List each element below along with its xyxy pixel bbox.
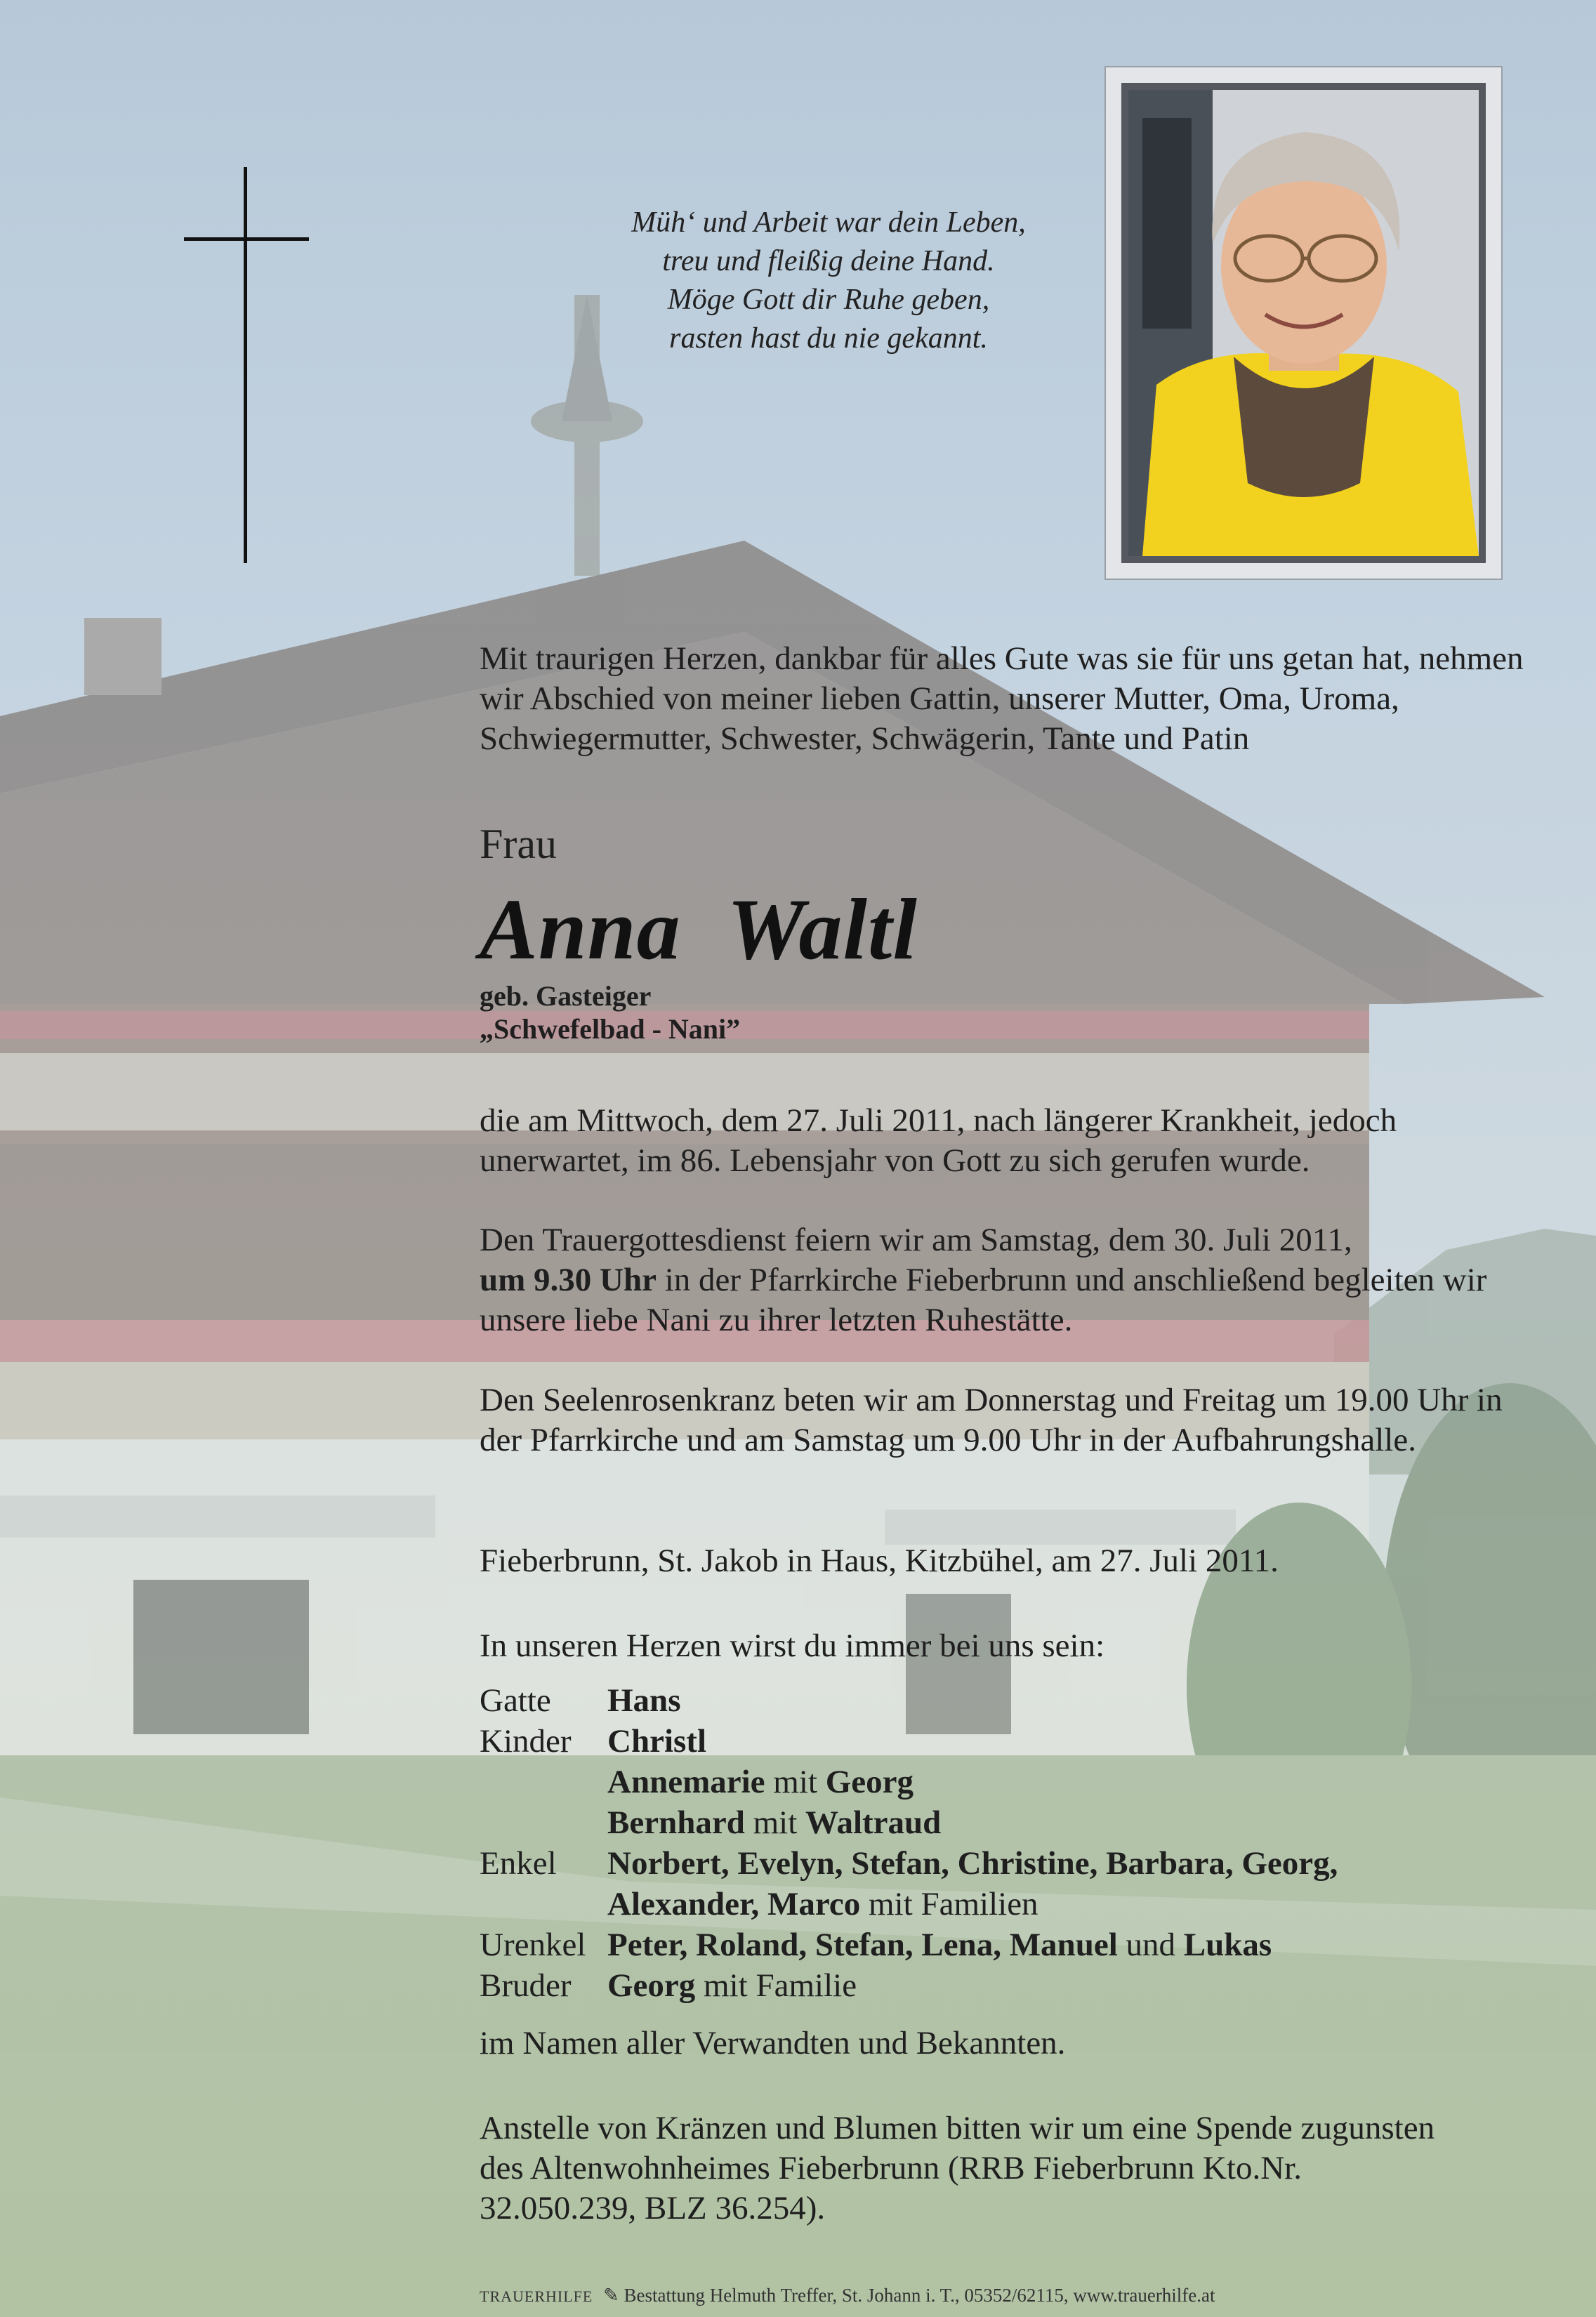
family-member: Peter, Roland, Stefan, Lena, Manuel: [607, 1927, 1118, 1963]
family-member: Hans: [607, 1682, 681, 1719]
funeral-text-start: Den Trauergottesdienst feiern wir am Samstag, dem 30. Juli 2011,: [480, 1222, 1352, 1258]
family-label: Kinder: [480, 1723, 572, 1760]
family-row: [480, 1965, 1338, 2006]
cross-symbol: [184, 167, 309, 563]
poem: [520, 204, 1137, 358]
family-list: [480, 1680, 1338, 2006]
place-date: Fieberbrunn, St. Jakob in Haus, Kitzbühel, am 27. Juli 2011.: [480, 1543, 1279, 1579]
hearts-line: In unseren Herzen wirst du immer bei uns sein:: [480, 1628, 1105, 1664]
family-row: [480, 1762, 1338, 1802]
portrait-frame: [1104, 66, 1503, 580]
family-connector: mit Familie: [695, 1967, 857, 2004]
family-row: [480, 1925, 1338, 1965]
family-member: Georg: [825, 1764, 914, 1800]
poem-line: treu und fleißig deine Hand.: [662, 245, 995, 277]
rosary-info: Den Seelenrosenkranz beten wir am Donnerstag und Freitag um 19.00 Uhr in der Pfarrkirche und am Samstag um 9.00 Uhr in der Aufbahrungshalle.: [480, 1382, 1503, 1458]
family-connector: mit Familien: [860, 1886, 1038, 1922]
family-connector: und: [1117, 1927, 1184, 1963]
relatives-line: im Namen aller Verwandten und Bekannten.: [480, 2025, 1066, 2061]
intro-text: Mit traurigen Herzen, dankbar für alles Gute was sie für uns getan hat, nehmen wir Abschied von meiner lieben Gattin, unserer Mutter, Oma, Uroma, Schwiegermutter, Schwester, Schwägerin, Tante und Patin: [480, 640, 1524, 757]
family-row: [480, 1721, 1338, 1762]
portrait-photo: [1121, 83, 1486, 563]
family-label: Enkel: [480, 1845, 557, 1882]
family-member: Georg: [607, 1967, 696, 2004]
salutation: Frau: [480, 821, 557, 867]
footer: [480, 2285, 1215, 2306]
nickname: „Schwefelbad - Nani”: [480, 1013, 741, 1045]
family-connector: mit: [765, 1764, 826, 1800]
donation-request: Anstelle von Kränzen und Blumen bitten wir um eine Spende zugunsten des Altenwohnheimes Fieberbrunn (RRB Fieberbrunn Kto.Nr. 32.050.239, BLZ 36.254).: [480, 2110, 1435, 2226]
family-member: Waltraud: [805, 1804, 942, 1841]
funeral-time: um 9.30 Uhr: [480, 1262, 657, 1298]
family-member: Christl: [607, 1723, 706, 1760]
family-row: [480, 1884, 1338, 1925]
family-member: Annemarie: [607, 1764, 765, 1800]
family-row: [480, 1843, 1338, 1884]
death-notice: die am Mittwoch, dem 27. Juli 2011, nach längerer Krankheit, jedoch unerwartet, im 86. Lebensjahr von Gott zu sich gerufen wurde.: [480, 1102, 1397, 1179]
poem-line: rasten hast du nie gekannt.: [669, 322, 988, 355]
family-label: Bruder: [480, 1967, 572, 2004]
family-member: Bernhard: [607, 1804, 745, 1841]
poem-line: Müh‘ und Arbeit war dein Leben,: [631, 206, 1026, 239]
family-row: [480, 1802, 1338, 1843]
feather-icon: ✎: [603, 2285, 619, 2306]
funeral-text-end: in der Pfarrkirche Fieberbrunn und anschließend begleiten wir unsere liebe Nani zu ihrer letzten Ruhestätte.: [480, 1262, 1487, 1338]
family-member: Lukas: [1183, 1927, 1272, 1963]
birth-name: geb. Gasteiger: [480, 980, 652, 1012]
family-label: Gatte: [480, 1682, 551, 1719]
poem-line: Möge Gott dir Ruhe geben,: [667, 284, 990, 316]
family-member: Norbert, Evelyn, Stefan, Christine, Barbara, Georg,: [607, 1845, 1338, 1882]
deceased-name: Anna Waltl: [480, 881, 918, 977]
family-member: Alexander, Marco: [607, 1886, 861, 1922]
footer-text: Bestattung Helmuth Treffer, St. Johann i. T., 05352/62115, www.trauerhilfe.at: [624, 2285, 1215, 2306]
family-row: [480, 1680, 1338, 1721]
family-connector: mit: [744, 1804, 806, 1841]
family-label: Urenkel: [480, 1927, 586, 1963]
footer-brand: TRAUERHILFE: [480, 2288, 593, 2305]
birth-info: [480, 979, 740, 1045]
funeral-info: [480, 1220, 1547, 1340]
